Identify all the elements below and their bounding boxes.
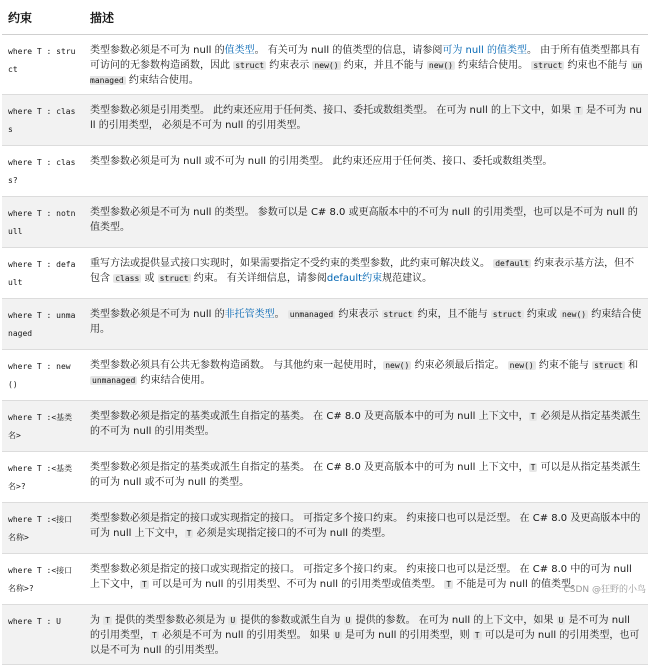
inline-code: T: [446, 580, 452, 589]
constraint-code: where T : unmanaged: [8, 311, 76, 338]
description-text: 。 由于所有值类型都具有可访问的无参数构造函数，因此: [90, 45, 641, 71]
constraint-cell: [2, 146, 84, 197]
inline-code: struct: [383, 310, 413, 319]
constraint-code: where T : U: [8, 617, 61, 626]
description-text: 。 有关可为 null 的值类型的信息，请参阅: [254, 45, 443, 56]
constraints-table: [2, 0, 648, 665]
description-text: 提供的类型参数必须是为: [112, 615, 229, 626]
inline-code: unmanaged: [289, 310, 334, 319]
constraint-code: where T : notnull: [8, 209, 76, 236]
description-text: 约束，并且不能与: [340, 60, 427, 71]
doc-link[interactable]: 非托管类型: [224, 309, 275, 320]
inline-code: unmanaged: [92, 376, 136, 385]
table-row: [2, 452, 648, 503]
constraint-cell: [2, 35, 84, 95]
inline-code: struct: [533, 61, 563, 70]
constraint-code: where T : class: [8, 107, 76, 134]
inline-code: T: [576, 106, 581, 115]
constraint-cell: [2, 503, 84, 554]
description-text: 提供的参数或派生自为: [237, 615, 344, 626]
doc-link[interactable]: 可为 null 的值类型: [442, 45, 527, 56]
description-cell: [84, 503, 648, 554]
inline-code: T: [142, 580, 147, 589]
column-header-description: 描述: [84, 0, 648, 35]
description-text: 类型参数必须是不可为 null 的: [90, 45, 225, 56]
description-text: 或: [141, 273, 158, 284]
table-row: [2, 350, 648, 401]
inline-code: struct: [594, 361, 623, 370]
inline-code: T: [530, 463, 536, 472]
constraint-code: where T :<接口名称>?: [8, 566, 73, 593]
description-text: 是不可为 null 的引用类型， 必须是不可为 null 的引用类型。: [90, 105, 643, 131]
description-text: 约束必须最后指定。: [411, 360, 508, 371]
inline-code: new(): [509, 361, 534, 370]
description-cell: [84, 605, 648, 665]
constraint-code: where T : new(): [8, 362, 71, 389]
column-header-constraint: 约束: [2, 0, 84, 35]
constraint-cell: [2, 248, 84, 299]
watermark: CSDN @狂野的小鸟: [563, 585, 646, 595]
inline-code: T: [474, 631, 480, 640]
inline-code: T: [186, 529, 192, 538]
description-text: 类型参数必须是指定的基类或派生自指定的基类。 在 C# 8.0 及更高版本中的可为 null 上下文中，: [90, 462, 529, 473]
table-row: [2, 197, 648, 248]
inline-code: U: [558, 616, 564, 625]
description-text: 约束结合使用。: [90, 309, 642, 335]
inline-code: new(): [385, 361, 410, 370]
constraint-code: where T :<基类名>?: [8, 464, 73, 491]
description-text: 类型参数必须是指定的基类或派生自指定的基类。 在 C# 8.0 及更高版本中的可为 null 上下文中，: [90, 411, 529, 422]
inline-code: new(): [314, 61, 339, 70]
description-text: 约束或: [523, 309, 561, 320]
inline-code: U: [334, 631, 340, 640]
description-text: 必须是不可为 null 的引用类型。 如果: [158, 630, 333, 641]
description-text: 约束不能与: [535, 360, 593, 371]
inline-code: unmanaged: [90, 61, 643, 85]
description-text: 类型参数必须具有公共无参数构造函数。 与其他约束一起使用时，: [90, 360, 384, 371]
constraint-code: where T : struct: [8, 47, 76, 74]
description-cell: [84, 350, 648, 401]
description-text: 约束结合使用。: [125, 75, 199, 86]
table-row: [2, 605, 648, 665]
constraint-cell: [2, 95, 84, 146]
description-text: 类型参数必须是指定的接口或实现指定的接口。 可指定多个接口约束。 约束接口也可以是泛型。 在 C# 8.0 中的可为 null 上下文中，: [90, 564, 632, 590]
table-row: [2, 299, 648, 350]
constraint-cell: [2, 197, 84, 248]
inline-code: T: [530, 412, 536, 421]
inline-code: U: [230, 616, 236, 625]
description-text: 不能是可为 null 的值类型。: [453, 579, 581, 590]
inline-code: T: [105, 616, 111, 625]
table-row: [2, 248, 648, 299]
description-cell: [84, 299, 648, 350]
description-cell: [84, 146, 648, 197]
description-cell: [84, 401, 648, 452]
table-header-row: [2, 0, 648, 35]
description-text: 规范建议。: [382, 273, 433, 284]
description-cell: [84, 95, 648, 146]
inline-code: T: [152, 631, 157, 640]
description-text: 约束，且不能与: [414, 309, 491, 320]
description-text: 。: [274, 309, 288, 320]
description-text: 约束也不能与: [564, 60, 631, 71]
description-text: 可以是可为 null 的引用类型，也可以是不可为 null 的引用类型。: [90, 630, 640, 656]
description-text: 类型参数必须是可为 null 或不可为 null 的引用类型。 此约束还应用于任何类、接口、委托或数组类型。: [90, 156, 553, 167]
description-text: 是不可为 null 的引用类型，: [90, 615, 630, 641]
table-row: [2, 95, 648, 146]
table-row: [2, 146, 648, 197]
description-text: 和: [625, 360, 639, 371]
description-text: 约束表示: [335, 309, 382, 320]
constraint-code: where T :<基类名>: [8, 413, 73, 440]
description-cell: [84, 35, 648, 95]
description-cell: [84, 248, 648, 299]
description-cell: [84, 452, 648, 503]
inline-code: new(): [562, 310, 587, 319]
description-text: 是可为 null 的引用类型，则: [341, 630, 473, 641]
description-text: 提供的参数。 在可为 null 的上下文中，如果: [352, 615, 557, 626]
description-text: 类型参数必须是不可为 null 的: [90, 309, 225, 320]
inline-code: new(): [428, 61, 453, 70]
description-text: 约束结合使用。: [455, 60, 532, 71]
description-text: 约束表示基方法，但不包含: [90, 258, 635, 284]
inline-code: class: [115, 274, 140, 283]
description-cell: [84, 197, 648, 248]
doc-link[interactable]: 值类型: [224, 45, 255, 56]
constraint-cell: [2, 299, 84, 350]
inline-code: struct: [159, 274, 189, 283]
inline-code: struct: [492, 310, 522, 319]
description-text: 类型参数必须是不可为 null 的类型。 参数可以是 C# 8.0 或更高版本中的不可为 null 的引用类型，也可以是不可为 null 的值类型。: [90, 207, 638, 233]
constraint-code: where T :<接口名称>: [8, 515, 73, 542]
description-text: 可以是从指定基类派生的可为 null 或不可为 null 的类型。: [90, 462, 641, 488]
description-text: 重写方法或提供显式接口实现时，如果需要指定不受约束的类型参数，此约束可解决歧义。: [90, 258, 494, 269]
inline-code: default: [495, 259, 529, 268]
constraint-cell: [2, 401, 84, 452]
constraint-code: where T : class?: [8, 158, 76, 185]
table-body: [2, 35, 648, 665]
description-text: 类型参数必须是引用类型。 此约束还应用于任何类、接口、委托或数组类型。 在可为 null 的上下文中，如果: [90, 105, 575, 116]
constraint-cell: [2, 605, 84, 665]
doc-link[interactable]: default约束: [326, 273, 383, 284]
description-text: 约束。 有关详细信息，请参阅: [190, 273, 327, 284]
description-text: 为: [90, 615, 104, 626]
constraint-cell: [2, 452, 84, 503]
table-row: [2, 503, 648, 554]
table-row: [2, 35, 648, 95]
constraint-cell: [2, 350, 84, 401]
inline-code: U: [345, 616, 351, 625]
description-text: 必须是从指定基类派生的不可为 null 的引用类型。: [90, 411, 641, 437]
constraint-code: where T : default: [8, 260, 76, 287]
description-text: 可以是可为 null 的引用类型、不可为 null 的引用类型或值类型。: [148, 579, 445, 590]
description-text: 约束结合使用。: [137, 375, 211, 386]
inline-code: struct: [235, 61, 265, 70]
description-text: 必须是实现指定接口的不可为 null 的类型。: [193, 528, 392, 539]
description-text: 类型参数必须是指定的接口或实现指定的接口。 可指定多个接口约束。 约束接口也可以是泛型。 在 C# 8.0 及更高版本中的可为 null 上下文中，: [90, 513, 641, 539]
table-row: [2, 401, 648, 452]
description-text: 约束表示: [266, 60, 313, 71]
